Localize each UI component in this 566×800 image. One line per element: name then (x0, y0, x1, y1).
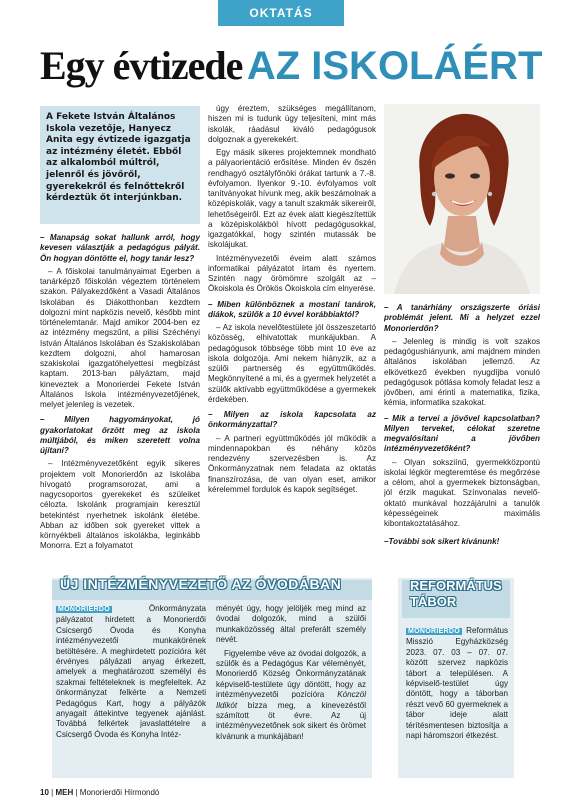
article-column-3 (384, 298, 540, 564)
kindergarten-text-col-2 (216, 604, 366, 776)
camp-kicker: MONORIERDŐ (408, 628, 460, 635)
interview-paragraph: Egy másik sikeres projektemnek mondható a pályaorientáció erősítése. Minden év őszén rendhagyó osztályfőnöki órákat tartunk a 7.-8. évfolyamon. Ilyenkor 9.-10. évfolyamos volt tanítványokat hívunk meg, akik beszámolnak a középiskolák, vagy a tanult szakmák sikereiről, lehetőségeiről. Ezt az évek alatt kiegészítettük a középiskolákból hívott pedagógusokkal, igazgatókkal, hogy szintén mutassák be iskolájukat. (208, 148, 376, 250)
publication-name: Monorierdői Hírmondó (79, 788, 160, 797)
portrait-photo (384, 104, 540, 294)
interview-paragraph: úgy éreztem, szükséges megállítanom, hiszen mi is tudunk úgy teljesíteni, mint más iskolák, ráadásul kiváló pedagógusok dolgoznak a gyerekekért. (208, 104, 376, 144)
camp-box-title: REFORMÁTUS TÁBOR (410, 578, 502, 609)
kindergarten-text-2c: bízza meg, a kinevezéstől számított öt évre. Az új intézményvezetőnek sok sikert és örömet kívánunk a munkájában! (216, 700, 366, 741)
interview-paragraph: – A partneri együttműködés jól működik a mindennapokban és néhány közös rendezvény szervezésben is. Az Önkormányzatnak nem feladata az oktatás finanszírozása, de van olyan eset, amikor kérelemmel fordulok és kapok segítséget. (208, 433, 376, 494)
lead-paragraph: A Fekete István Általános Iskola vezetője, Hanyecz Anita egy évtizede igazgatja az intézmény életét. Ebből az alkalomból múltról, jelenről és jövőről, gyerekekről és felnőttekről kérdeztük őt interjúnkban. (40, 106, 200, 224)
camp-body: Református Misszió Egyházközség 2023. 07. 03 – 07. 07. között szervez napközis tábort a településen. A képviselő-testület úgy döntött, hogy a táborban részt vevő 60 gyermeknek a tábor ideje alatt térítésmentesen biztosítja a napi háromszori étkezést. (406, 626, 508, 741)
headline-part1: Egy évtizede (40, 43, 243, 88)
interview-paragraph: – Jelenleg is mindig is volt szakos pedagógushiányunk, ami majdnem minden általános iskolában jellemző. Az elkövetkező években nyugdíjba vonuló pedagógusok pótlása komoly feladat lesz a jövőben, ami érinti a matematika, fizika, kémia, informatika szakokat. (384, 336, 540, 408)
interview-question: – Miben különböznek a mostani tanárok, diákok, szülők a 10 évvel korábbiaktól? (208, 299, 376, 319)
interview-paragraph: – Olyan soksziínű, gyermekközpontú iskolai légkör megteremtése és megőrzése a célom, ahol a gyermekek biztonságban, jól érzik magukat. Színvonalas nevelő-oktató munkával hozzájárulni a tanulók képességeinek maximális kibontakoztatásához. (384, 457, 540, 528)
article-headline (40, 42, 543, 89)
page-number: 10 (40, 788, 49, 797)
kindergarten-box-title: ÚJ INTÉZMÉNYVEZETŐ AZ ÓVODÁBAN (60, 576, 342, 592)
interview-question: – Milyen az iskola kapcsolata az önkormányzattal? (208, 410, 376, 430)
portrait-illustration (384, 104, 540, 294)
interview-question: – Mik a tervei a jövővel kapcsolatban? Milyen terveket, célokat szeretne megvalósítani a jövőben intézményvezetőként? (384, 413, 540, 454)
publication-abbrev: MEH (55, 788, 74, 797)
interview-paragraph: – Intézményvezetőként egyik sikeres projektem volt Monorierdőn az Iskolába hívogató programsorozat, ami a nagycsoportos gyerekeket és szüleiket célozta. Iskolánk programjain keresztül betekintést nyerhetnek iskolánk életébe. Abban az időben sok gyereket vittek a környékbeli általános iskolákba, leginkább Monorra. Ezt a folyamatot (40, 459, 200, 551)
kindergarten-text-col-1 (56, 604, 206, 776)
section-tag: OKTATÁS (218, 0, 344, 26)
page-footer (40, 788, 159, 797)
interview-paragraph: – Az iskola nevelőtestülete jól összeszetartó közösség, elhivatottak munkájukban. A pedagógusok többsége több mint 10 éve az iskola dolgozója. Ami nekem hiányzik, az a szülői partnerség és együttműködés. Megkönnyítené a mi, és a gyermek helyzetét a szülők aktívabb együttműködése a gyermekek érdekében. (208, 323, 376, 404)
closing-wish: –További sok sikert kívánunk! (384, 537, 500, 547)
footer-separator: | (51, 788, 54, 797)
interview-question: – Milyen hagyományokat, jó gyakorlatokat őrzött meg az iskola múltjából, és miken szeretett volna újítani? (40, 415, 200, 455)
kindergarten-text-2b: Figyelembe véve az óvodai dolgozók, a szülők és a Pedagógus Kar véleményét, Monorierdő Község Önkormányzatának képviselő-testülete úgy döntött, hogy az intézményvezetői pozícióra (216, 648, 366, 700)
headline-part2: AZ ISKOLÁÉRT (246, 44, 543, 88)
interview-paragraph: Intézményvezetői éveim alatt számos informatikai pályázatot írtam és nyertem. Szintén nagy örömömre szolgált az – Ökoiskola és Örökös Ökoiskola cím elnyerése. (208, 253, 376, 294)
interview-paragraph: – A főiskolai tanulmányaimat Egerben a tanárképző főiskolán végeztem történelem szakon. Pályakezdőként a Vasadi Általános Iskolában és Diákotthonban kezdtem dolgozni mint napközis nevelő, később mint történelemtanár. Majd amikor 2004-ben ez az intézmény megszűnt, a pilisi Széchényi István Általános Iskolában és Szakiskolában kezdtem dolgozni, ahol hamarosan szakiskolai igazgatóhelyettesi megbízást kaptam. 2013-ban pályáztam, majd kineveztek a Monorierdei Fekete István Általános Iskola intézményvezetőjének, melyet jelenleg is vezetek. (40, 266, 200, 409)
kindergarten-text-1: Önkormányzata pályázatot hirdetett a Monorierdői Csicsergő Óvoda és Konyha intézményvezetői munkakörének betöltésére. A meghirdetett pozícióra két érvényes pályázati anyag érkezett, amelyek a meghatározott személyi és szakmai feltételeknek is megfeleltek. Az önkormányzat felkérte a Nemzeti Pedagógus Kart, hogy a pályázók anyagait áttekintve tegyenek ajánlást. Továbbá felkértek javaslattételre a Csicsergő Óvoda és Konyha Intéz- (56, 604, 206, 739)
kindergarten-kicker: MONORIERDŐ (58, 606, 110, 613)
kindergarten-text-2b-wrapper (216, 649, 366, 743)
camp-text (406, 626, 508, 776)
interview-question: – Manapság sokat hallunk arról, hogy kevesen választják a pedagógus pályát. Ön hogyan döntötte el, hogy tanár lesz? (40, 233, 200, 263)
article-column-2 (208, 104, 376, 564)
interview-question: – A tanárhiány országszerte óriási problémát jelent. Mi a helyzet ezzel Monorierdőn? (384, 303, 540, 333)
article-column-1 (40, 228, 200, 564)
footer-separator-2: | (75, 788, 78, 797)
kindergarten-text-2a: ményét úgy, hogy jelöljék meg mind az óvodai dolgozók, mind a szülői munkaközösség által preferált személy nevét. (216, 604, 366, 645)
new-director-name: Kónczöl Ildikót (216, 690, 366, 710)
